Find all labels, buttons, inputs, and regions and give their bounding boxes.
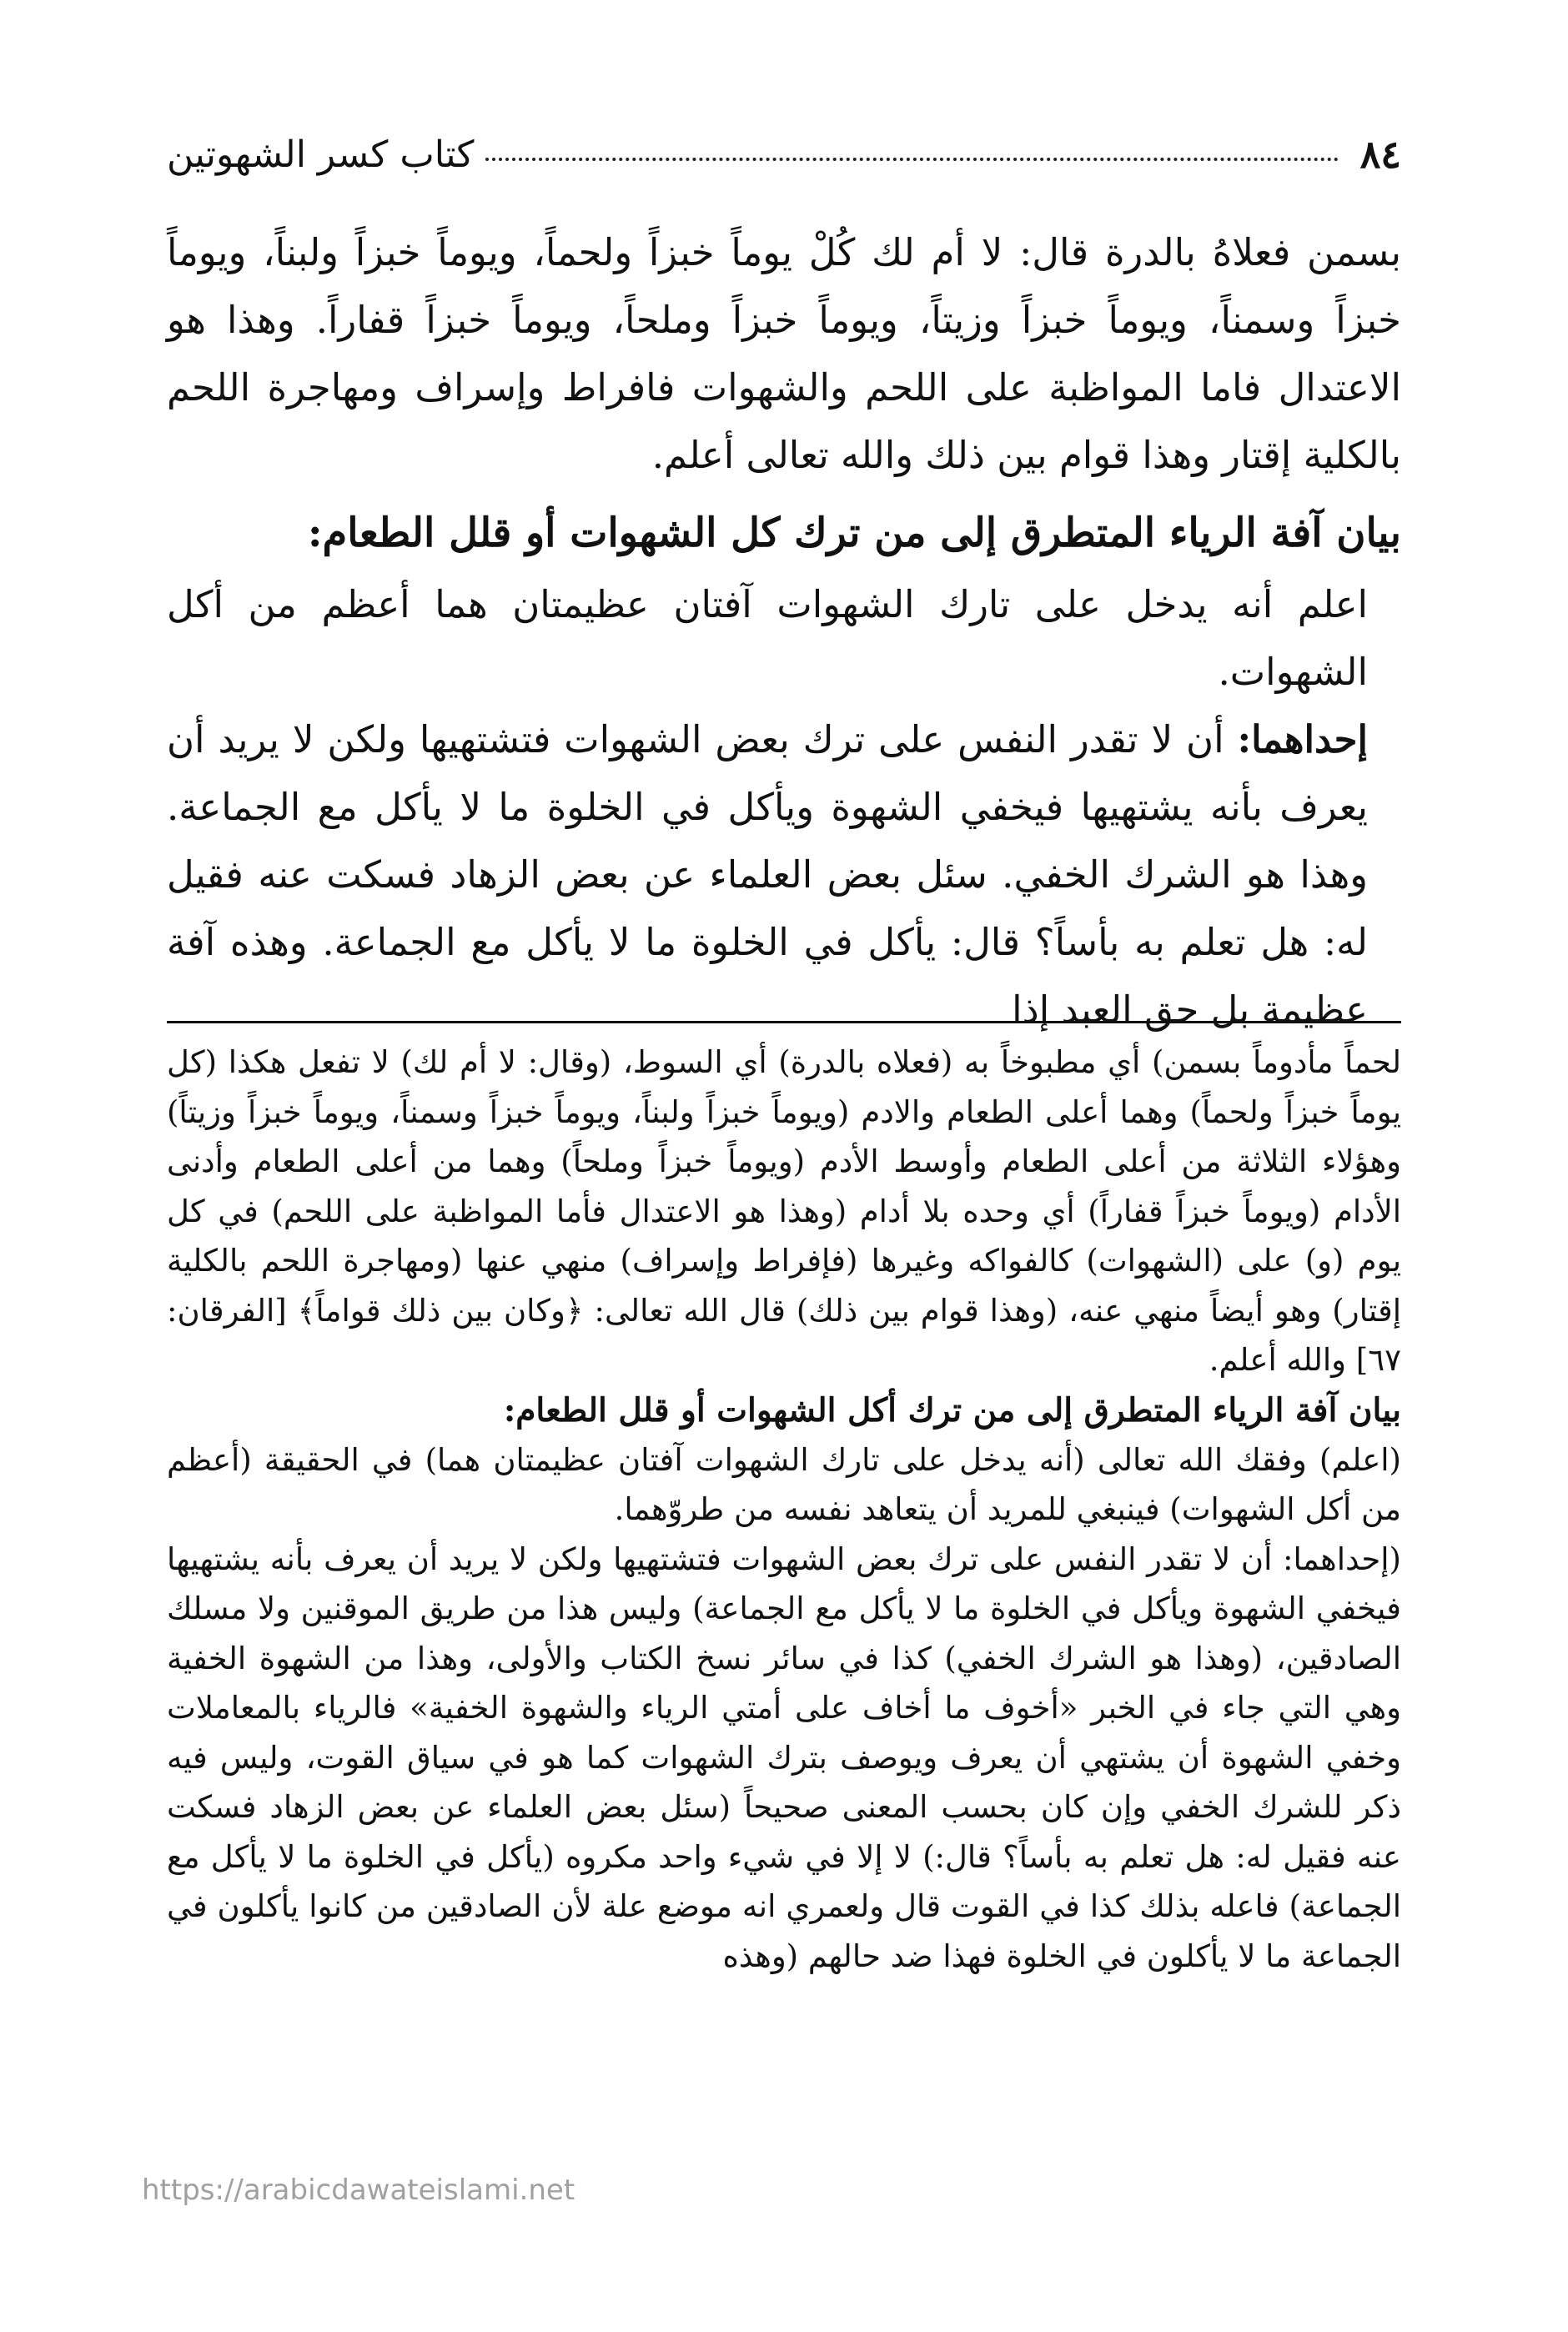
commentary-paragraph-1: لحماً مأدوماً بسمن) أي مطبوخاً به (فعلاه بالدرة) أي السوط، (وقال: لا أم لك) لا تفعل هكذا (كل يوماً خبزاً ولحماً) وهما أعلى الطعام والادم (ويوماً خبزاً ولبناً، ويوماً خبزاً وسمناً، ويوماً خبزاً وزيتاً) وهؤلاء الثلاثة من أعلى الطعام وأوسط الأدم (ويوماً خبزاً وملحاً) وهما من أعلى الطعام وأدنى الأدام (ويوماً خبزاً قفاراً) أي وحده بلا أدام (وهذا هو الاعتدال فأما المواظبة على اللحم) في كل يوم (و) على (الشهوات) كالفواكه وغيرها (فإفراط وإسراف) منهي عنها (ومهاجرة اللحم بالكلية إقتار) وهو أيضاً منهي عنه، (وهذا قوام بين ذلك) قال الله تعالى: ﴿وكان بين ذلك قواماً﴾ [الفرقان: ٦٧] والله أعلم. (167, 1044, 1401, 1378)
commentary-paragraph-3: (إحداهما: أن لا تقدر النفس على ترك بعض الشهوات فتشتهيها ولكن لا يريد أن يعرف بأنه يشتهيها فيخفي الشهوة ويأكل في الخلوة ما لا يأكل مع الجماعة) وليس هذا من طريق الموقنين ولا مسلك الصادقين، (وهذا هو الشرك الخفي) كذا في سائر نسخ الكتاب والأولى، وهذا من الشهوة الخفية وهي التي جاء في الخبر «أخوف ما أخاف على أمتي الرياء والشهوة الخفية» فالرياء بالمعاملات وخفي الشهوة أن يشتهي أن يعرف ويوصف بترك الشهوات كما هو في سياق القوت، وليس فيه ذكر للشرك الخفي وإن كان بحسب المعنى صحيحاً (سئل بعض العلماء عن بعض الزهاد فسكت عنه فقيل له: هل تعلم به بأساً؟ قال:) لا إلا في شيء واحد مكروه (يأكل في الخلوة ما لا يأكل مع الجماعة) فاعله بذلك كذا في القوت قال ولعمري انه موضع علة لأن الصادقين من كانوا يأكلون في الجماعة ما لا يأكلون في الخلوة فهذا ضد حالهم (وهذه (167, 1540, 1401, 1974)
commentary-text (167, 1038, 1401, 1981)
commentary-paragraph-2: (اعلم) وفقك الله تعالى (أنه يدخل على تارك الشهوات آفتان عظيمتان هما) في الحقيقة (أعظم من أكل الشهوات) فينبغي للمريد أن يتعاهد نفسه من طروّهما. (167, 1441, 1401, 1527)
section-heading: بيان آفة الرياء المتطرق إلى من ترك كل الشهوات أو قلل الطعام: (307, 510, 1401, 556)
header-dot-leader (485, 158, 1338, 161)
paragraph-3-body: أن لا تقدر النفس على ترك بعض الشهوات فتشتهيها ولكن لا يريد أن يعرف بأنه يشتهيها فيخفي الشهوة ويأكل في الخلوة ما لا يأكل مع الجماعة. وهذا هو الشرك الخفي. سئل بعض العلماء عن بعض الزهاد فسكت عنه فقيل له: هل تعلم به بأساً؟ قال: يأكل في الخلوة ما لا يأكل مع الجماعة. وهذه آفة عظيمة بل حق العبد إذا (167, 717, 1368, 1032)
footnote-divider (167, 1021, 1401, 1023)
main-paragraph-2: اعلم أنه يدخل على تارك الشهوات آفتان عظيمتان هما أعظم من أكل الشهوات. (167, 582, 1368, 694)
commentary-heading: بيان آفة الرياء المتطرق إلى من ترك أكل الشهوات أو قلل الطعام: (503, 1390, 1401, 1430)
book-title: كتاب كسر الشهوتين (167, 133, 475, 176)
main-paragraph-3 (167, 706, 1401, 1043)
paragraph-lead: إحداهما: (1237, 717, 1368, 761)
page-number: ٨٤ (1359, 132, 1401, 177)
main-text (167, 219, 1401, 1043)
watermark-url: https://arabicdawateislami.net (142, 2174, 575, 2207)
running-header (167, 125, 1401, 183)
main-paragraph-1: بسمن فعلاهُ بالدرة قال: لا أم لك كُلْ يوماً خبزاً ولحماً، ويوماً خبزاً ولبناً، ويوماً خبزاً وسمناً، ويوماً خبزاً وزيتاً، ويوماً خبزاً وملحاً، ويوماً خبزاً قفاراً. وهذا هو الاعتدال فاما المواظبة على اللحم والشهوات فافراط وإسراف ومهاجرة اللحم بالكلية إقتار وهذا قوام بين ذلك والله تعالى أعلم. (167, 230, 1401, 477)
